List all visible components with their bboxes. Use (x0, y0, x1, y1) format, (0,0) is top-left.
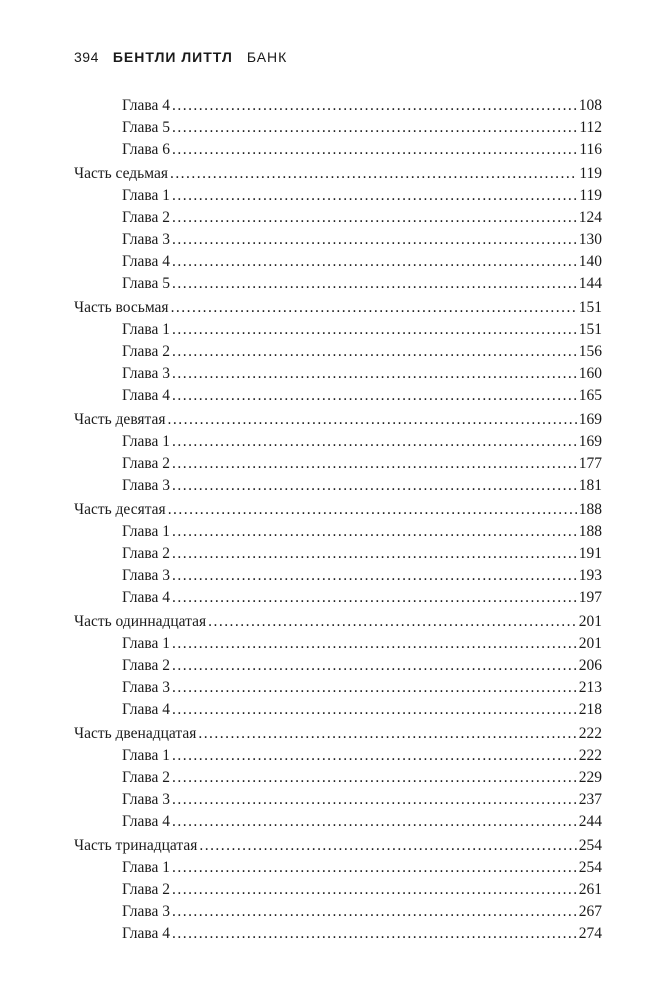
page-reference: 254 (578, 837, 602, 854)
toc-chapter-entry[interactable] (74, 655, 602, 677)
chapter-title: Глава 4 (122, 387, 171, 404)
dot-leader (172, 543, 577, 565)
chapter-title: Глава 4 (122, 253, 171, 270)
toc-chapter-entry[interactable] (74, 543, 602, 565)
toc-chapter-entry[interactable] (74, 229, 602, 251)
dot-leader (172, 879, 577, 901)
chapter-title: Глава 2 (122, 455, 171, 472)
toc-chapter-entry[interactable] (74, 565, 602, 587)
toc-chapter-entry[interactable] (74, 385, 602, 407)
toc-chapter-entry[interactable] (74, 633, 602, 655)
dot-leader (172, 767, 577, 789)
page-reference: 116 (579, 141, 602, 158)
chapter-title: Глава 1 (122, 433, 171, 450)
toc-chapter-entry[interactable] (74, 95, 602, 117)
toc-part-entry[interactable] (74, 723, 602, 745)
dot-leader (208, 611, 577, 633)
page-reference: 165 (578, 387, 602, 404)
page-reference: 169 (578, 411, 602, 428)
page-reference: 191 (578, 545, 602, 562)
dot-leader (172, 273, 577, 295)
chapter-title: Глава 4 (122, 925, 171, 942)
page-reference: 274 (578, 925, 602, 942)
chapter-title: Глава 1 (122, 635, 171, 652)
page-reference: 144 (578, 275, 602, 292)
toc-part-entry[interactable] (74, 499, 602, 521)
toc-chapter-entry[interactable] (74, 811, 602, 833)
toc-part-entry[interactable] (74, 409, 602, 431)
toc-chapter-entry[interactable] (74, 789, 602, 811)
dot-leader (170, 163, 577, 185)
part-title: Часть двенадцатая (74, 725, 197, 742)
dot-leader (172, 185, 577, 207)
toc-part-entry[interactable] (74, 297, 602, 319)
page-reference: 156 (578, 343, 602, 360)
toc-chapter-entry[interactable] (74, 453, 602, 475)
dot-leader (172, 633, 577, 655)
page-reference: 169 (578, 433, 602, 450)
toc-part-entry[interactable] (74, 611, 602, 633)
chapter-title: Глава 6 (122, 141, 171, 158)
toc-chapter-entry[interactable] (74, 879, 602, 901)
dot-leader (172, 363, 577, 385)
table-of-contents (74, 95, 602, 945)
page-reference: 177 (578, 455, 602, 472)
dot-leader (172, 453, 577, 475)
dot-leader (168, 409, 577, 431)
dot-leader (172, 811, 577, 833)
page-reference: 213 (578, 679, 602, 696)
toc-chapter-entry[interactable] (74, 745, 602, 767)
toc-chapter-entry[interactable] (74, 319, 602, 341)
page-reference: 222 (578, 747, 602, 764)
running-head (74, 49, 287, 65)
page-reference: 130 (578, 231, 602, 248)
toc-chapter-entry[interactable] (74, 521, 602, 543)
chapter-title: Глава 5 (122, 275, 171, 292)
dot-leader (172, 207, 577, 229)
page-reference: 244 (578, 813, 602, 830)
part-title: Часть одиннадцатая (74, 613, 207, 630)
chapter-title: Глава 2 (122, 881, 171, 898)
page-reference: 151 (578, 299, 602, 316)
page-reference: 119 (579, 187, 602, 204)
chapter-title: Глава 5 (122, 119, 171, 136)
page-reference: 218 (578, 701, 602, 718)
dot-leader (172, 475, 577, 497)
page-reference: 112 (579, 119, 602, 136)
page-reference: 206 (578, 657, 602, 674)
chapter-title: Глава 2 (122, 769, 171, 786)
page-reference: 108 (578, 97, 602, 114)
dot-leader (172, 319, 577, 341)
page-reference: 229 (578, 769, 602, 786)
dot-leader (172, 139, 577, 161)
toc-chapter-entry[interactable] (74, 767, 602, 789)
page-reference: 124 (578, 209, 602, 226)
chapter-title: Глава 1 (122, 187, 171, 204)
dot-leader (172, 901, 577, 923)
chapter-title: Глава 3 (122, 791, 171, 808)
dot-leader (172, 341, 577, 363)
book-title: БАНК (246, 49, 288, 65)
chapter-title: Глава 4 (122, 701, 171, 718)
chapter-title: Глава 4 (122, 813, 171, 830)
page-reference: 261 (578, 881, 602, 898)
dot-leader (172, 117, 577, 139)
page-reference: 254 (578, 859, 602, 876)
toc-chapter-entry[interactable] (74, 587, 602, 609)
chapter-title: Глава 3 (122, 679, 171, 696)
page-reference: 119 (579, 165, 602, 182)
toc-chapter-entry[interactable] (74, 139, 602, 161)
toc-chapter-entry[interactable] (74, 251, 602, 273)
chapter-title: Глава 3 (122, 231, 171, 248)
page-reference: 197 (578, 589, 602, 606)
dot-leader (198, 723, 576, 745)
chapter-title: Глава 3 (122, 903, 171, 920)
dot-leader (172, 857, 577, 879)
chapter-title: Глава 2 (122, 343, 171, 360)
toc-chapter-entry[interactable] (74, 857, 602, 879)
chapter-title: Глава 3 (122, 567, 171, 584)
dot-leader (172, 385, 577, 407)
page-reference: 188 (578, 523, 602, 540)
part-title: Часть тринадцатая (74, 837, 198, 854)
page-reference: 188 (578, 501, 602, 518)
page-reference: 201 (578, 613, 602, 630)
toc-chapter-entry[interactable] (74, 117, 602, 139)
part-title: Часть седьмая (74, 165, 168, 182)
part-title: Часть восьмая (74, 299, 169, 316)
dot-leader (172, 699, 577, 721)
chapter-title: Глава 4 (122, 589, 171, 606)
chapter-title: Глава 2 (122, 657, 171, 674)
dot-leader (172, 789, 577, 811)
chapter-title: Глава 3 (122, 477, 171, 494)
page-reference: 267 (578, 903, 602, 920)
toc-chapter-entry[interactable] (74, 431, 602, 453)
dot-leader (172, 251, 577, 273)
chapter-title: Глава 1 (122, 747, 171, 764)
part-title: Часть десятая (74, 501, 166, 518)
page-reference: 193 (578, 567, 602, 584)
chapter-title: Глава 2 (122, 545, 171, 562)
dot-leader (172, 655, 577, 677)
dot-leader (172, 229, 577, 251)
toc-part-entry[interactable] (74, 835, 602, 857)
dot-leader (171, 297, 577, 319)
dot-leader (199, 835, 576, 857)
toc-chapter-entry[interactable] (74, 677, 602, 699)
dot-leader (172, 95, 577, 117)
dot-leader (172, 565, 577, 587)
dot-leader (172, 745, 577, 767)
toc-chapter-entry[interactable] (74, 923, 602, 945)
part-title: Часть девятая (74, 411, 166, 428)
dot-leader (172, 431, 577, 453)
toc-chapter-entry[interactable] (74, 699, 602, 721)
dot-leader (168, 499, 577, 521)
page-reference: 160 (578, 365, 602, 382)
author-name: БЕНТЛИ ЛИТТЛ (112, 49, 233, 65)
dot-leader (172, 587, 577, 609)
chapter-title: Глава 3 (122, 365, 171, 382)
toc-chapter-entry[interactable] (74, 207, 602, 229)
toc-chapter-entry[interactable] (74, 363, 602, 385)
page-reference: 140 (578, 253, 602, 270)
chapter-title: Глава 4 (122, 97, 171, 114)
page-reference: 181 (578, 477, 602, 494)
chapter-title: Глава 1 (122, 321, 171, 338)
page-number: 394 (74, 49, 99, 65)
dot-leader (172, 677, 577, 699)
dot-leader (172, 521, 577, 543)
page-reference: 151 (578, 321, 602, 338)
chapter-title: Глава 2 (122, 209, 171, 226)
page-reference: 237 (578, 791, 602, 808)
toc-chapter-entry[interactable] (74, 475, 602, 497)
page-reference: 222 (578, 725, 602, 742)
toc-chapter-entry[interactable] (74, 185, 602, 207)
chapter-title: Глава 1 (122, 523, 171, 540)
toc-chapter-entry[interactable] (74, 273, 602, 295)
toc-part-entry[interactable] (74, 163, 602, 185)
chapter-title: Глава 1 (122, 859, 171, 876)
dot-leader (172, 923, 577, 945)
toc-chapter-entry[interactable] (74, 341, 602, 363)
toc-chapter-entry[interactable] (74, 901, 602, 923)
page-reference: 201 (578, 635, 602, 652)
